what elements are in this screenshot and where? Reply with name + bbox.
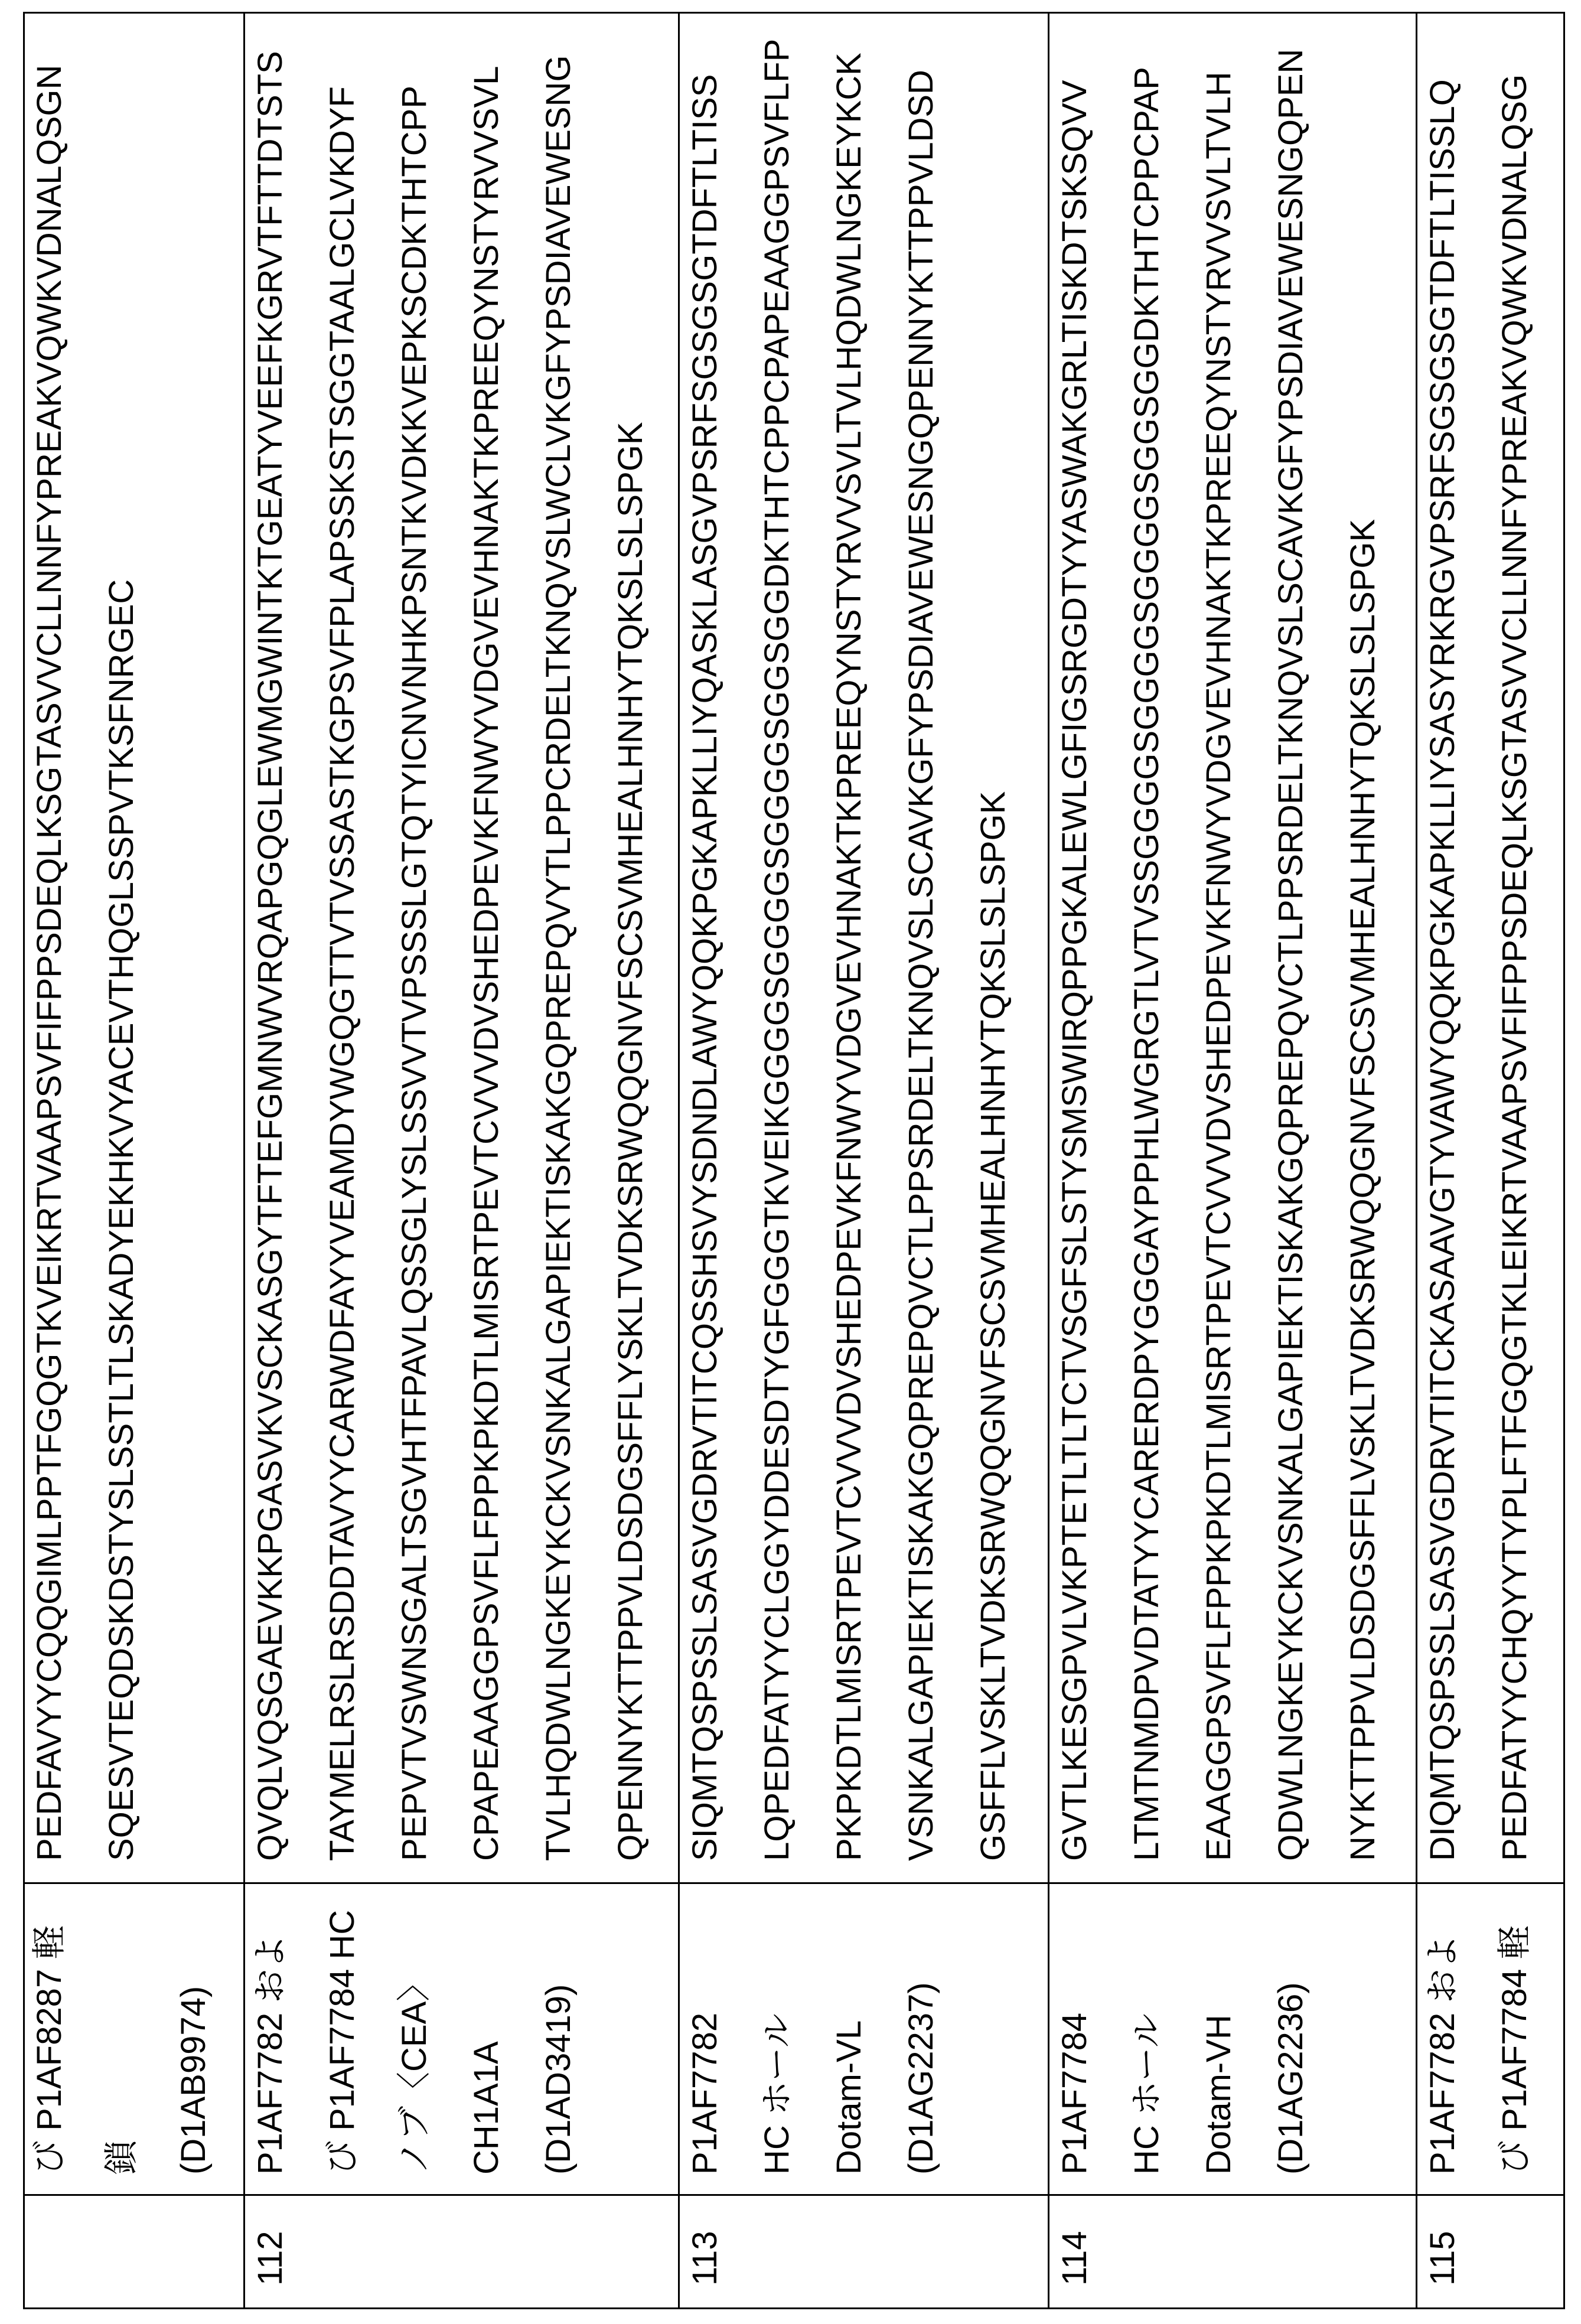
table-row-113	[679, 12, 1048, 2309]
sequence-line: QPENNYKTTPPVLDSDGSFFLYSKLTVDKSRWQQGNVFSCSVMHEALHNHYTQKSLSLSPGK	[611, 422, 650, 1861]
name-line: HC ホール	[1127, 2013, 1166, 2175]
sequence-number: 113	[686, 2231, 724, 2286]
name-line: (D1AB9974)	[174, 1986, 213, 2175]
table-row-114	[1048, 12, 1416, 2309]
sequence-line: QVQLVQSGAEVKKPGASVKVSCKASGYTFTEFGMNWVRQAPGQGLEWMGWINTKTGEATYVEEFKGRVTFTTDTSTS	[251, 51, 289, 1861]
name-line: (D1AG2237)	[902, 1982, 940, 2175]
sequence-cell	[23, 12, 244, 1883]
name-line: び P1AF7784 軽	[1495, 1925, 1534, 2175]
name-line: P1AF7784	[1055, 2012, 1094, 2175]
sequence-line: TVLHQDWLNGKEYKCKVSNKALGAPIEKTISKAKGQPREPQVYTLPPCRDELTKNQVSLWCLVKGFYPSDIAVEWESNG	[539, 55, 578, 1861]
sequence-cell	[244, 12, 679, 1883]
number-cell	[23, 2195, 244, 2309]
name-line: Dotam-VH	[1199, 2015, 1238, 2175]
sequence-cell	[679, 12, 1048, 1883]
sequence-line: SQESVTEQDSKDSTYSLSSTLTLSKADYEKHKVYACEVTHQGLSSPVTKSFNRGEC	[102, 579, 141, 1861]
sequence-number: 114	[1055, 2231, 1094, 2286]
name-line: 鎖	[102, 2140, 141, 2175]
name-line: ノブ〈CEA〉	[395, 1967, 433, 2175]
sequence-line: TAYMELRSLRSDDTAVYYCARWDFAYYVEAMDYWGQGTTVTVSSASTKGPSVFPLAPSSKSTSGGTAALGCLVKDYF	[323, 86, 361, 1861]
name-line: HC ホール	[758, 2013, 796, 2175]
sequence-line: VSNKALGAPIEKTISKAKGQPREPQVCTLPPSRDELTKNQVSLSCAVKGFYPSDIAVEWESNGQPENNYKTTPPVLDSD	[902, 70, 940, 1861]
sequence-number: 115	[1423, 2231, 1462, 2286]
sequence-line: LQPEDFATYYCLGGYDDESDTYGFGGGTKVEIKGGGGSGGGGSGGGGSGGSGGDKTHTCPPCPAPEAAGGPSVFLFP	[758, 38, 796, 1861]
name-line: P1AF7782 およ	[1423, 1934, 1462, 2175]
name-line: P1AF7782	[686, 2012, 724, 2175]
name-cell	[1048, 1883, 1416, 2195]
sequence-line: GSFFLVSKLTVDKSRWQQGNVFSCSVMHEALHNHYTQKSLSLSPGK	[974, 791, 1012, 1861]
sequence-line: PEDFAVYYCQQGIMLPPTFGQGTKVEIKRTVAAPSVFIFPPSDEQLKSGTASVVCLLNNFYPREAKVQWKVDNALQSGN	[30, 64, 69, 1861]
name-line: P1AF7782 およ	[251, 1934, 289, 2175]
sequence-cell	[1416, 12, 1565, 1883]
name-cell	[244, 1883, 679, 2195]
sequence-number: 112	[251, 2231, 289, 2286]
name-line: (D1AD3419)	[539, 1984, 578, 2175]
name-cell	[23, 1883, 244, 2195]
table-row-115	[1416, 12, 1565, 2309]
sequence-line: QDWLNGKEYKCKVSNKALGAPIEKTISKAKGQPREPQVCTLPPSRDELTKNQVSLSCAVKGFYPSDIAVEWESNGQPEN	[1272, 48, 1310, 1861]
name-line: Dotam-VL	[830, 2020, 868, 2175]
table-row-continuation	[23, 12, 244, 2309]
name-line: び P1AF7784 HC	[323, 1909, 361, 2175]
sequence-line: PKPKDTLMISRTPEVTCVVVDVSHEDPEVKFNWYVDGVEVHNAKTKPREEQYNSTYRVVSVLTVLHQDWLNGKEYKCK	[830, 53, 868, 1861]
sequence-line: PEDFATYYCHQYYTYPLFTFGQGTKLEIKRTVAAPSVFIFPPSDEQLKSGTASVVCLLNNFYPREAKVQWKVDNALQSG	[1495, 74, 1534, 1861]
number-cell	[1416, 2195, 1565, 2309]
sequence-cell	[1048, 12, 1416, 1883]
name-cell	[1416, 1883, 1565, 2195]
number-cell	[244, 2195, 679, 2309]
sequence-line: SIQMTQSPSSLSASVGDRVTITCQSSHSVYSDNDLAWYQQKPGKAPKLLIYQASKLASGVPSRFSGSGSGTDFTLTISS	[686, 74, 724, 1861]
number-cell	[679, 2195, 1048, 2309]
sequence-line: EAAGGPSVFLFPPKPKDTLMISRTPEVTCVVVDVSHEDPEVKFNWYVDGVEVHNAKTKPREEQYNSTYRVVSVLTVLH	[1199, 71, 1238, 1861]
sequence-line: GVTLKESGPVLVKPTETLTLTCTVSGFSLSTYSMSWIRQPPGKALEWLGFIGSRGDTYYASWAKGRLTISKDTSKSQVV	[1055, 80, 1094, 1861]
name-line: CH1A1A	[467, 2041, 506, 2175]
sequence-line: CPAPEAAGGPSVFLFPPKPKDTLMISRTPEVTCVVVDVSHEDPEVKFNWYVDGVEVHNAKTKPREEQYNSTYRVVSVL	[467, 66, 506, 1861]
sequence-line: LTMTNMDPVDTATYYCARERDPYGGGAYPPHLWGRGTLVTVSSGGGGSGGGGSGGGGSGGSGGDKTHTCPPCPAP	[1127, 67, 1166, 1861]
name-cell	[679, 1883, 1048, 2195]
sequence-line: DIQMTQSPSSLSASVGDRVTITCKASAAVGTYVAWYQQKPGKAPKLLIYSASYRKRGVPSRFSGSGSGTDFTLTISSLQ	[1423, 79, 1462, 1861]
name-line: び P1AF8287 軽	[30, 1925, 69, 2175]
sequence-table	[23, 12, 1565, 2309]
sequence-line: PEPVTVSWNSGALTSGVHTFPAVLQSSGLYSLSSVVTVPSSSLGTQTYICNVNHKPSNTKVDKKVEPKSCDKTHTCPP	[395, 85, 433, 1861]
table-row-112	[244, 12, 679, 2309]
sequence-line: NYKTTPPVLDSDGSFFLVSKLTVDKSRWQQGNVFSCSVMHEALHNHYTQKSLSLSPGK	[1344, 519, 1382, 1861]
number-cell	[1048, 2195, 1416, 2309]
name-line: (D1AG2236)	[1272, 1982, 1310, 2175]
